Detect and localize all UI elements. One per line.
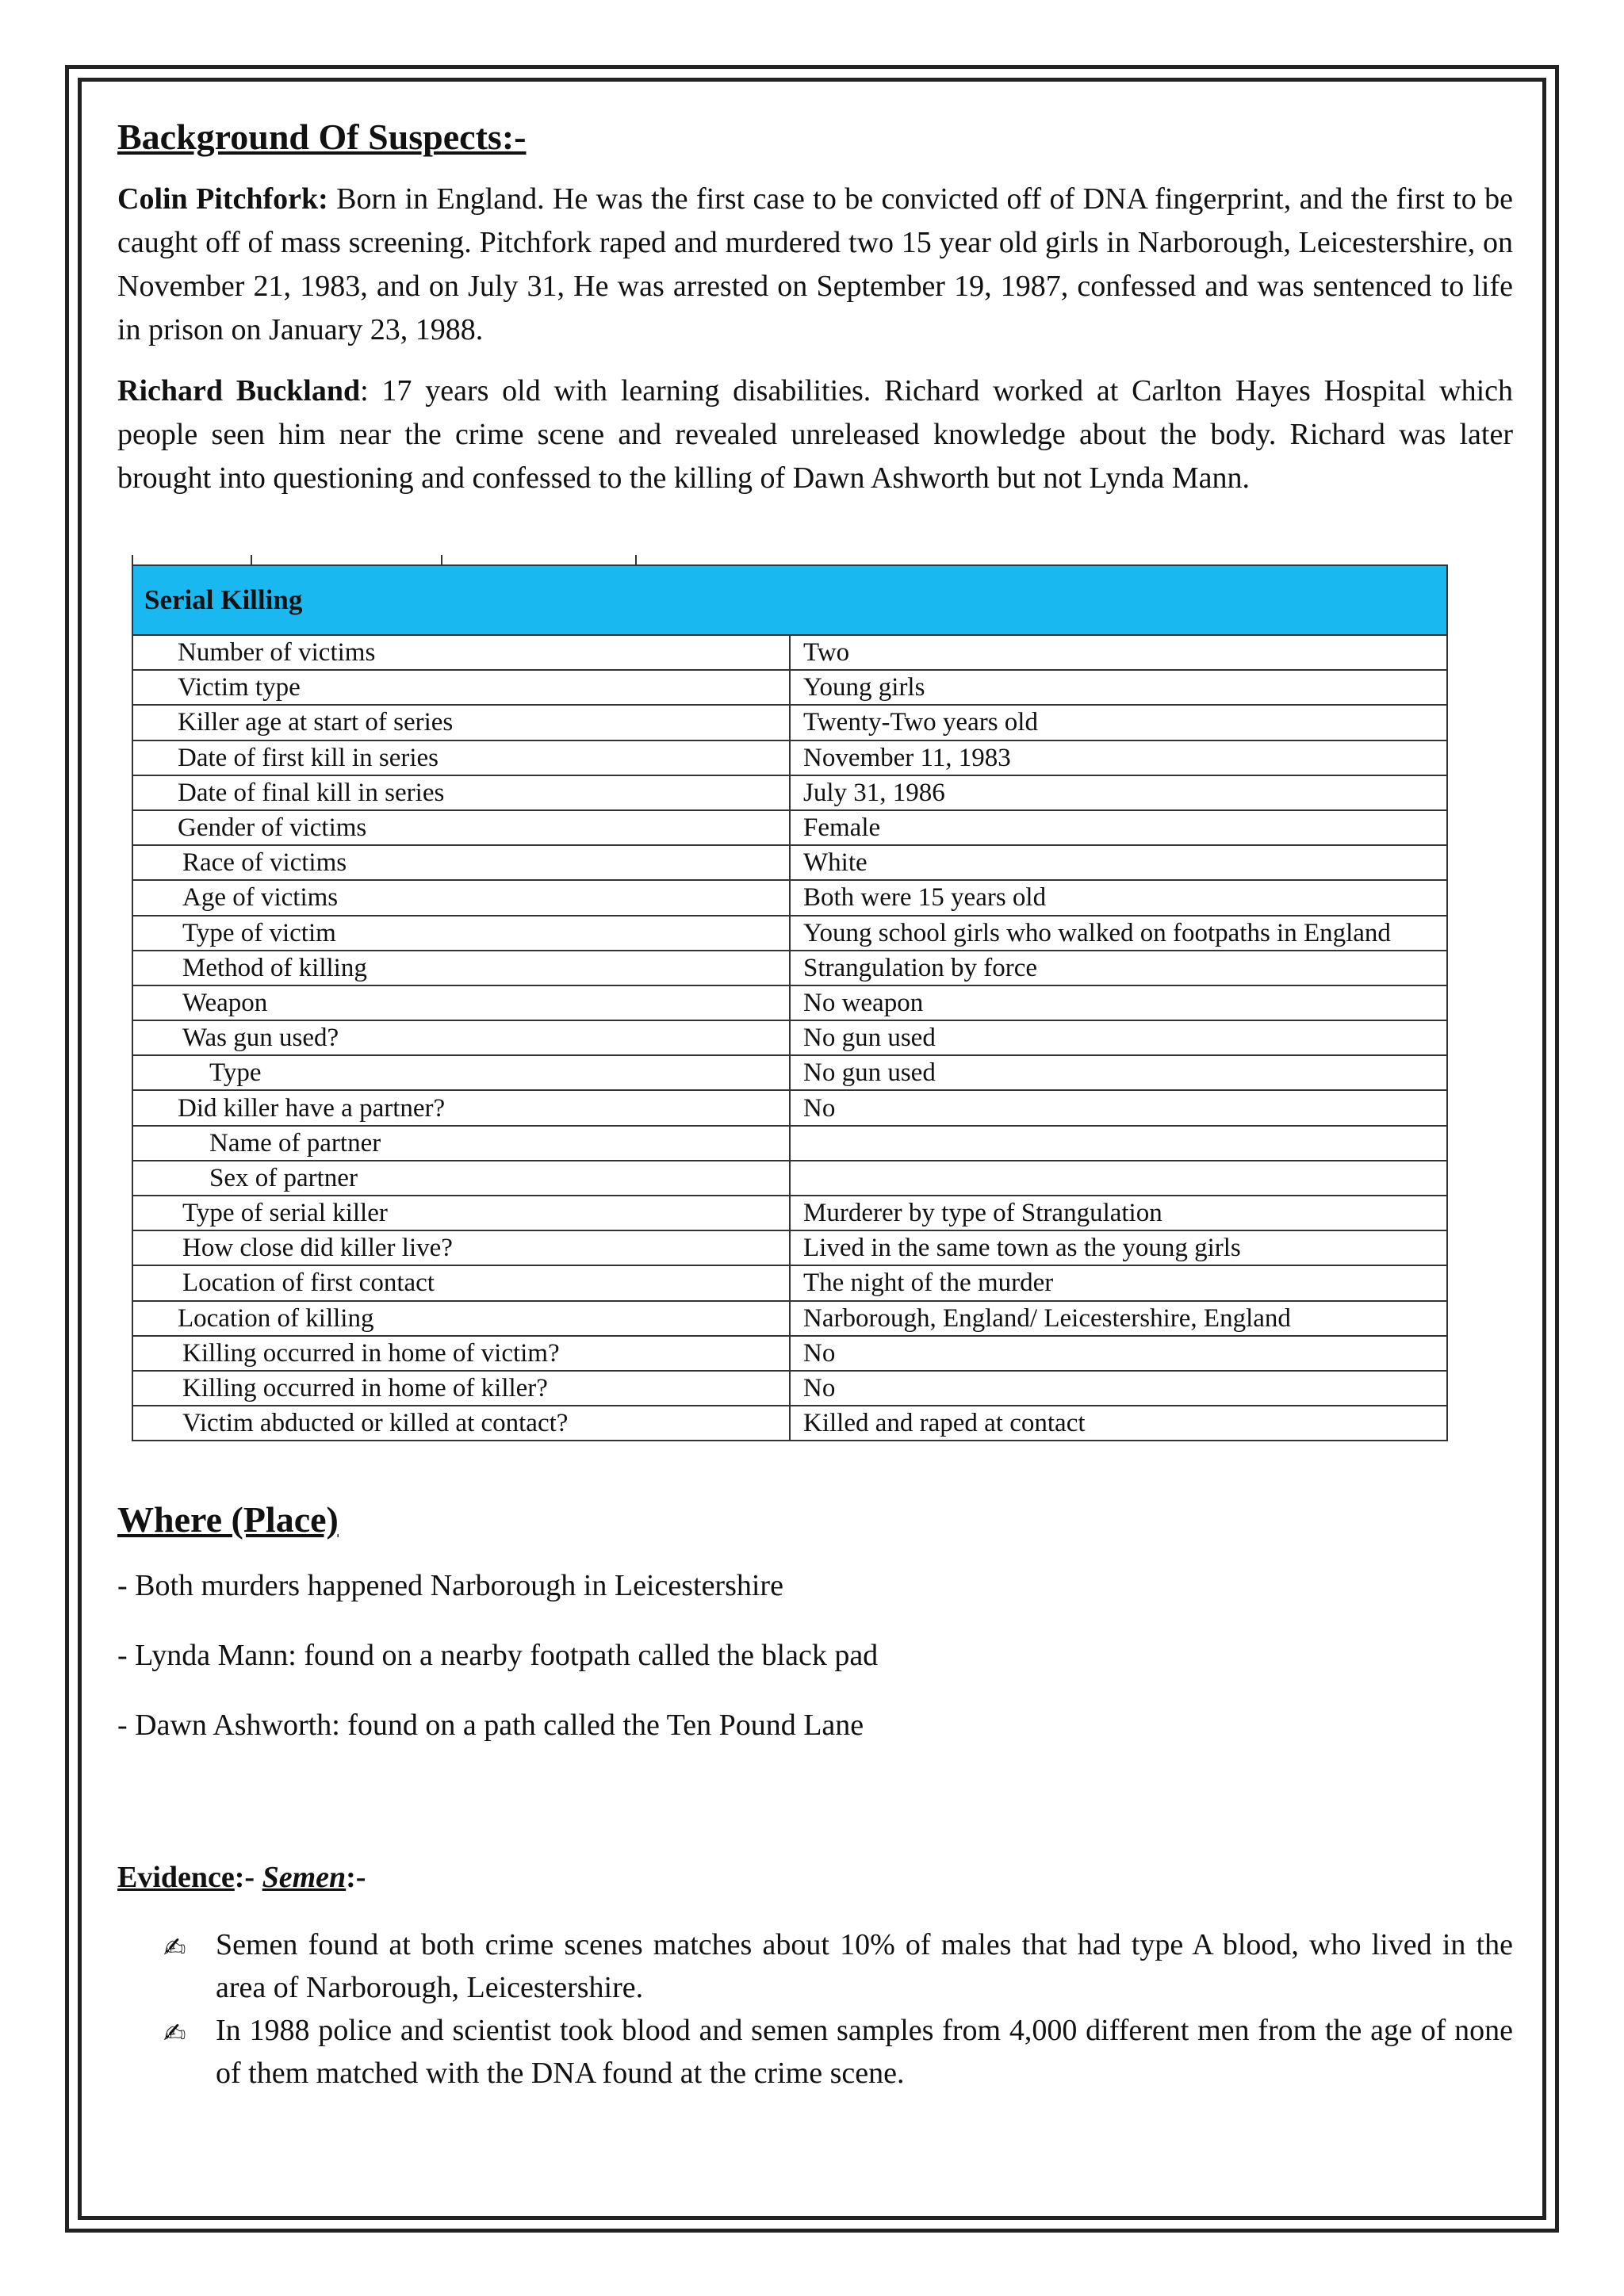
row-label: Race of victims [132, 845, 790, 880]
row-value: November 11, 1983 [790, 740, 1447, 775]
table-row [132, 1336, 1447, 1371]
row-label: Type of victim [132, 916, 790, 951]
table-row [132, 1161, 1447, 1196]
table-row [132, 810, 1447, 845]
list-item [117, 1923, 1513, 2009]
row-value: Twenty-Two years old [790, 705, 1447, 740]
row-value: July 31, 1986 [790, 775, 1447, 810]
table-row [132, 740, 1447, 775]
table-row [132, 916, 1447, 951]
row-value: No [790, 1090, 1447, 1125]
table-row [132, 985, 1447, 1020]
pen-bullet-icon: ✍ [163, 1932, 186, 1964]
row-label: Age of victims [132, 880, 790, 915]
row-value: Killed and raped at contact [790, 1406, 1447, 1441]
serial-killing-table [132, 564, 1448, 1441]
row-label: Type of serial killer [132, 1196, 790, 1230]
row-value [790, 1161, 1447, 1196]
row-label: Location of killing [132, 1301, 790, 1336]
row-value: White [790, 845, 1447, 880]
row-value: Narborough, England/ Leicestershire, England [790, 1301, 1447, 1336]
row-value: No gun used [790, 1020, 1447, 1055]
row-value: Strangulation by force [790, 951, 1447, 985]
table-row [132, 1020, 1447, 1055]
row-value: Murderer by type of Strangulation [790, 1196, 1447, 1230]
row-value: No gun used [790, 1055, 1447, 1090]
row-label: Number of victims [132, 635, 790, 670]
row-label: Date of final kill in series [132, 775, 790, 810]
row-label: Killer age at start of series [132, 705, 790, 740]
row-label: Location of first contact [132, 1265, 790, 1300]
row-label: Type [132, 1055, 790, 1090]
table-row [132, 1055, 1447, 1090]
where-line: - Dawn Ashworth: found on a path called the Ten Pound Lane [117, 1709, 864, 1742]
table-row [132, 635, 1447, 670]
row-label: Gender of victims [132, 810, 790, 845]
evidence-heading-sep: :- [234, 1861, 262, 1894]
serial-killing-table-container [132, 564, 1448, 1441]
row-value: Young school girls who walked on footpaths in England [790, 916, 1447, 951]
row-value: No [790, 1371, 1447, 1406]
table-title: Serial Killing [132, 565, 1447, 635]
table-row [132, 1371, 1447, 1406]
row-label: Did killer have a partner? [132, 1090, 790, 1125]
table-top-marks [132, 555, 1448, 564]
table-row [132, 670, 1447, 705]
table-row [132, 880, 1447, 915]
row-label: Sex of partner [132, 1161, 790, 1196]
row-value: No weapon [790, 985, 1447, 1020]
row-value: Two [790, 635, 1447, 670]
table-row [132, 951, 1447, 985]
row-value: Both were 15 years old [790, 880, 1447, 915]
table-row [132, 1265, 1447, 1300]
table-row [132, 1126, 1447, 1161]
evidence-heading [117, 1860, 1513, 1895]
row-value: Young girls [790, 670, 1447, 705]
row-label: Weapon [132, 985, 790, 1020]
evidence-section [117, 1860, 1513, 2095]
row-value: Lived in the same town as the young girls [790, 1230, 1447, 1265]
row-label: Victim type [132, 670, 790, 705]
table-row [132, 845, 1447, 880]
row-label: Was gun used? [132, 1020, 790, 1055]
suspect-name: Richard Buckland [117, 374, 361, 408]
suspect-name: Colin Pitchfork: [117, 182, 328, 216]
table-row [132, 1230, 1447, 1265]
row-value: Female [790, 810, 1447, 845]
row-value: The night of the murder [790, 1265, 1447, 1300]
where-line: - Both murders happened Narborough in Leicestershire [117, 1569, 783, 1602]
suspect-description: : 17 years old with learning disabilities. Richard worked at Carlton Hayes Hospital which people seen him near the crime scene and revealed unreleased knowledge about the body. Richard was later brought into questioning and confessed to the killing of Dawn Ashworth but not Lynda Mann. [117, 374, 1513, 495]
row-value: No [790, 1336, 1447, 1371]
row-label: Date of first kill in series [132, 740, 790, 775]
where-line: - Lynda Mann: found on a nearby footpath called the black pad [117, 1639, 879, 1672]
evidence-list [117, 1923, 1513, 2095]
evidence-heading-main: Evidence [117, 1861, 235, 1894]
evidence-heading-sub: Semen [262, 1861, 347, 1894]
evidence-text: In 1988 police and scientist took blood and semen samples from 4,000 different men from the age of none of them matched with the DNA found at the crime scene. [216, 2014, 1513, 2090]
row-label: Killing occurred in home of victim? [132, 1336, 790, 1371]
row-label: How close did killer live? [132, 1230, 790, 1265]
suspect-paragraph-buckland [117, 369, 1513, 500]
table-row [132, 705, 1447, 740]
row-label: Method of killing [132, 951, 790, 985]
where-section [117, 1498, 1513, 1747]
table-row [132, 1301, 1447, 1336]
table-row [132, 775, 1447, 810]
list-item [117, 2009, 1513, 2095]
row-label: Killing occurred in home of killer? [132, 1371, 790, 1406]
row-value [790, 1126, 1447, 1161]
row-label: Victim abducted or killed at contact? [132, 1406, 790, 1441]
suspect-paragraph-pitchfork [117, 178, 1513, 352]
where-heading: Where (Place) [117, 1499, 339, 1540]
table-header-row [132, 565, 1447, 635]
background-section [117, 103, 1513, 500]
table-row [132, 1090, 1447, 1125]
evidence-text: Semen found at both crime scenes matches about 10% of males that had type A blood, who lived in the area of Narborough, Leicestershire. [216, 1928, 1513, 2004]
table-row [132, 1406, 1447, 1441]
row-label: Name of partner [132, 1126, 790, 1161]
pen-bullet-icon: ✍ [163, 2018, 186, 2049]
evidence-heading-end: :- [346, 1861, 366, 1894]
background-heading: Background Of Suspects:- [117, 117, 527, 157]
suspect-description: Born in England. He was the first case to be convicted off of DNA fingerprint, and the first to be caught off of mass screening. Pitchfork raped and murdered two 15 year old girls in Narborough, Leicestershire, on November 21, 1983, and on July 31, He was arrested on September 19, 1987, confessed and was sentenced to life in prison on January 23, 1988. [117, 182, 1513, 346]
table-row [132, 1196, 1447, 1230]
